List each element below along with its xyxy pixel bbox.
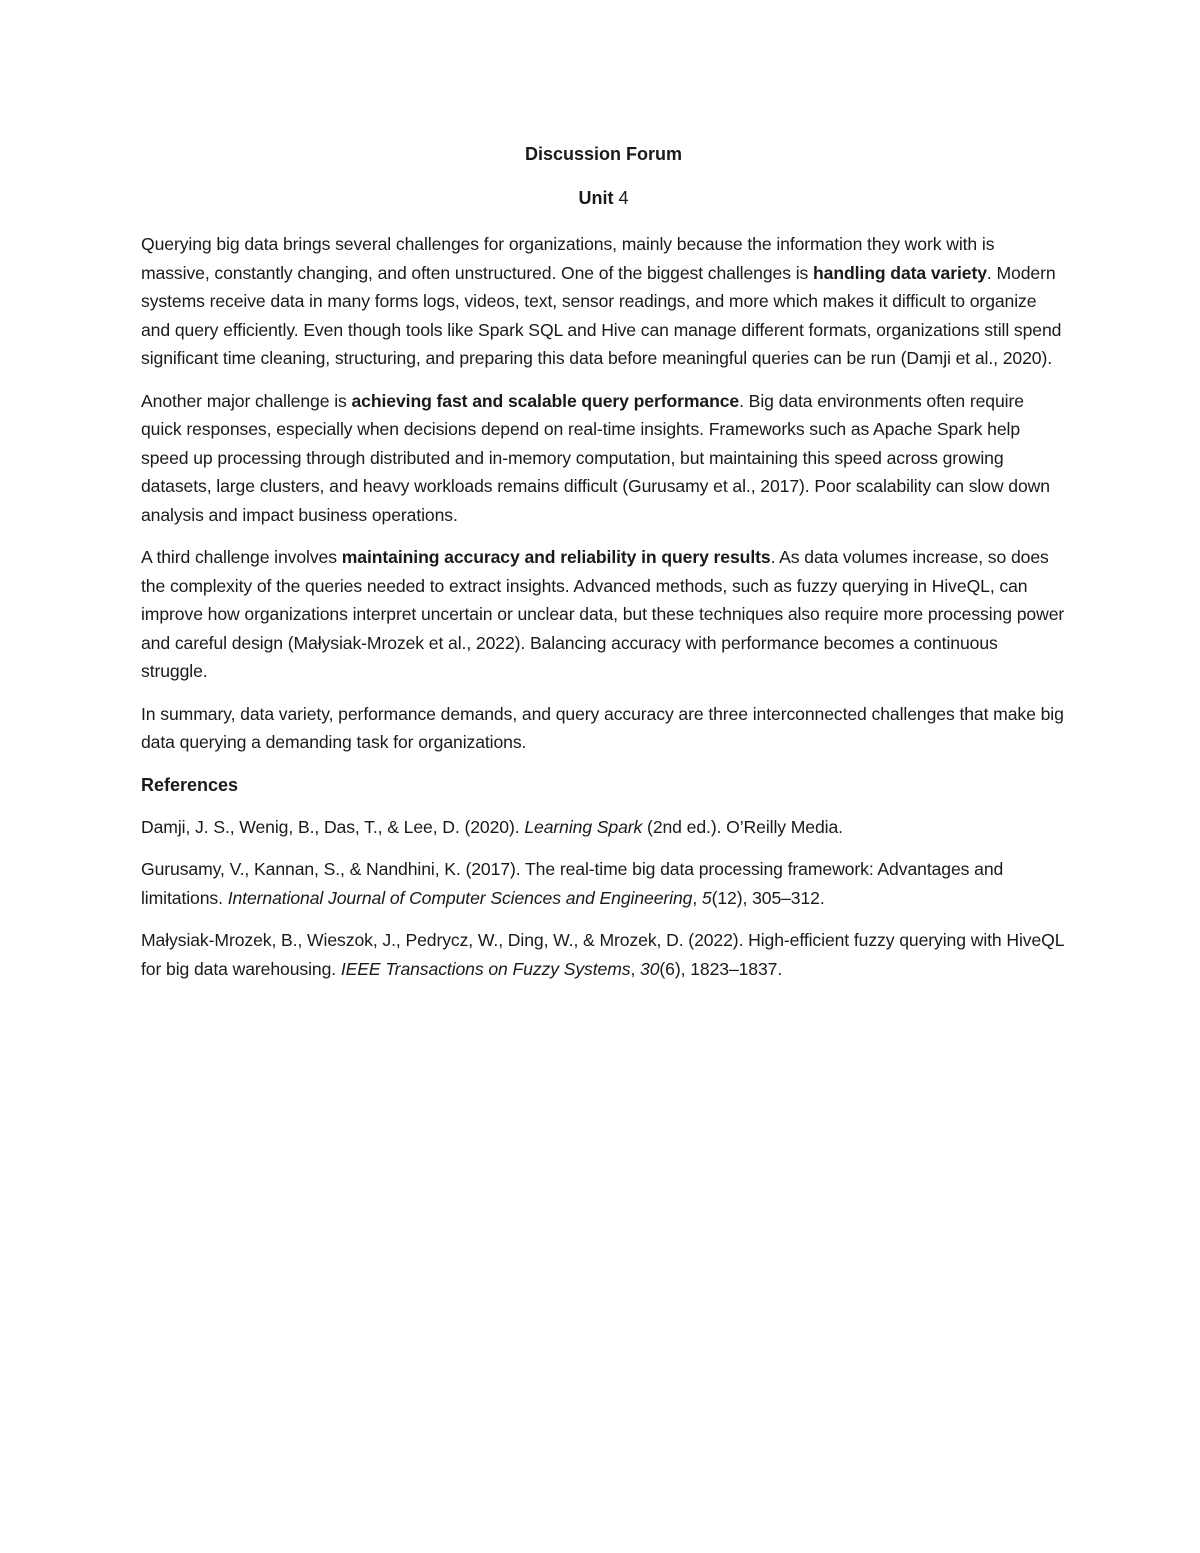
unit-number: 4 [618,188,629,208]
reference-title: International Journal of Computer Sciences and Engineering [227,887,693,908]
reference-1 [141,813,1066,842]
paragraph-text: In summary, data variety, performance demands, and query accuracy are three interconnected challenges that make big data querying a demanding task for organizations. [141,703,1064,752]
document-title: Discussion Forum [524,144,683,164]
paragraph-3 [141,543,1066,686]
unit-label: Unit [578,188,614,208]
reference-title: IEEE Transactions on Fuzzy Systems [340,958,631,979]
unit-heading [141,184,1066,212]
paragraph-text: . As data volumes increase, so does the complexity of the queries needed to extract insights. Advanced methods, such as fuzzy querying in HiveQL, can improve how organizations interpret uncertain or unclear data, but these techniques also require more processing power and careful design (Małysiak-Mrozek et al., 2022). Balancing accuracy with performance becomes a continuous struggle. [141,547,1065,681]
paragraph-text: Querying big data brings several challenges for organizations, mainly because the information they work with is massive, constantly changing, and often unstructured. One of the biggest challenges is [141,234,995,283]
reference-text: , [692,887,702,908]
paragraph-emphasis: maintaining accuracy and reliability in query results [341,547,771,567]
reference-3 [141,926,1066,983]
reference-text: (6), 1823–1837. [659,958,783,979]
paragraph-emphasis: handling data variety [813,262,987,283]
paragraph-4 [141,700,1066,757]
reference-text: (2nd ed.). O’Reilly Media. [642,816,843,837]
paragraph-2 [141,387,1066,530]
paragraph-text: . Big data environments often require quick responses, especially when decisions depend on real-time insights. Frameworks such as Apache Spark help speed up processing through distributed and in-memory computation, but maintaining this speed across growing datasets, large clusters, and heavy workloads remains difficult (Gurusamy et al., 2017). Poor scalability can slow down analysis and impact business operations. [141,390,1050,525]
reference-volume: 30 [640,958,660,979]
reference-2 [141,855,1066,912]
paragraph-text: Another major challenge is [141,390,352,411]
paragraph-text: A third challenge involves [141,547,342,567]
paragraph-text: . Modern systems receive data in many forms logs, videos, text, sensor readings, and more which makes it difficult to organize and query efficiently. Even though tools like Spark SQL and Hive can manage different formats, organizations still spend significant time cleaning, structuring, and preparing this data before meaningful queries can be run (Damji et al., 2020). [141,262,1062,368]
reference-text: Damji, J. S., Wenig, B., Das, T., & Lee, D. (2020). [141,816,525,837]
reference-title: Learning Spark [524,816,643,837]
reference-volume: 5 [701,887,712,908]
reference-text: (12), 305–312. [711,887,825,908]
reference-text: Gurusamy, V., Kannan, S., & Nandhini, K. (2017). The real-time big data processing framework: Advantages and limitations. [141,859,1004,908]
document-page [141,140,1066,997]
references-heading: References [141,774,239,795]
reference-text: , [630,958,641,979]
paragraph-emphasis: achieving fast and scalable query performance [351,390,740,411]
reference-text: Małysiak-Mrozek, B., Wieszok, J., Pedrycz, W., Ding, W., & Mrozek, D. (2022). High-efficient fuzzy querying with HiveQL for big data warehousing. [141,930,1064,979]
paragraph-1 [141,230,1066,373]
